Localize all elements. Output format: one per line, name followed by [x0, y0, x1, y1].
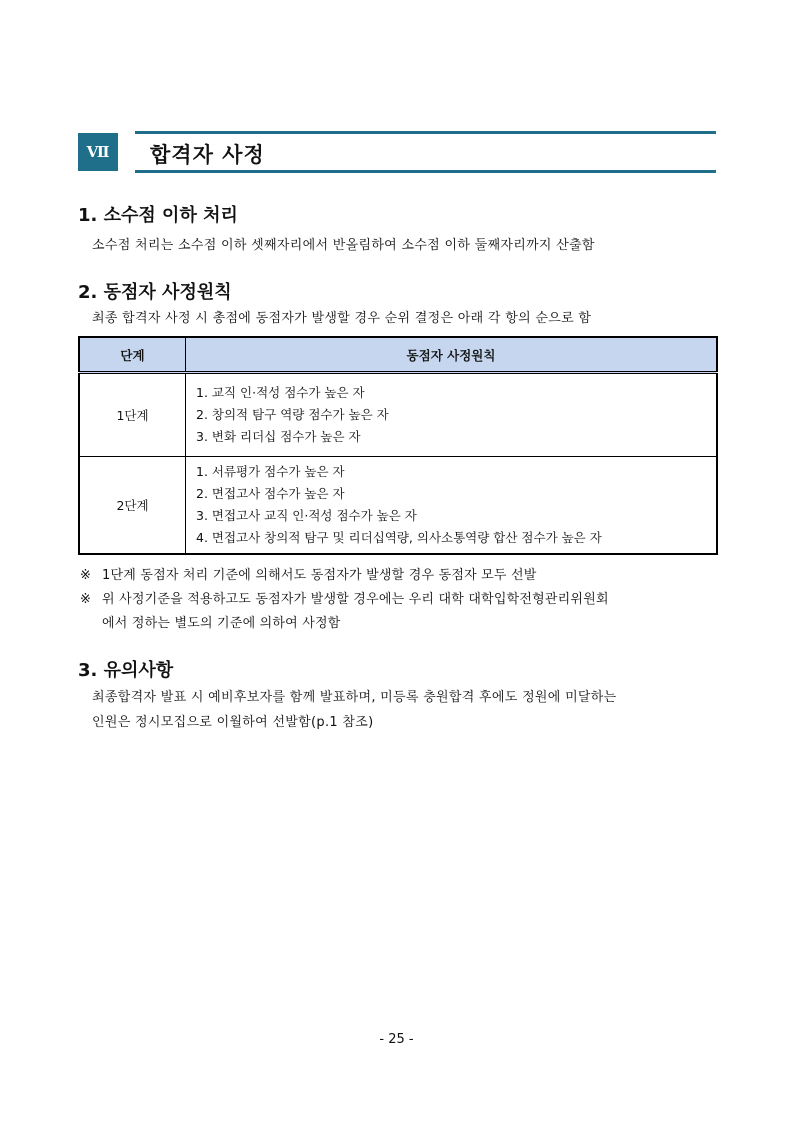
chapter-bottom-rule [135, 170, 716, 173]
chapter-header [78, 131, 716, 173]
section-text-notice-1: 최종합격자 발표 시 예비후보자를 함께 발표하며, 미등록 충원합격 후에도 정원에 미달하는 [92, 690, 617, 705]
section-text-tie: 최종 합격자 사정 시 총점에 동점자가 발생할 경우 순위 결정은 아래 각 항의 순으로 함 [92, 311, 592, 326]
stage-cell: 2단계 [79, 457, 186, 555]
rule-item: 3. 변화 리더십 점수가 높은 자 [196, 429, 361, 444]
rule-item: 2. 창의적 탐구 역량 점수가 높은 자 [196, 407, 389, 422]
chapter-number-badge: Ⅶ [78, 133, 118, 171]
rule-cell [186, 373, 718, 457]
section-title-notice: 3. 유의사항 [78, 660, 174, 681]
chapter-title: 합격자 사정 [150, 143, 265, 167]
rule-item: 1. 서류평가 점수가 높은 자 [196, 464, 345, 479]
note-text: 1단계 동점자 처리 기준에 의해서도 동점자가 발생할 경우 동점자 모두 선발 [102, 568, 537, 583]
note-1 [80, 564, 537, 583]
reference-mark-icon: ※ [80, 592, 92, 607]
header-stage: 단계 [79, 337, 186, 373]
rule-item: 2. 면접고사 점수가 높은 자 [196, 486, 345, 501]
section-text-notice-2: 인원은 정시모집으로 이월하여 선발함(p.1 참조) [92, 715, 374, 730]
reference-mark-icon: ※ [80, 568, 92, 583]
note-2 [80, 588, 609, 607]
stage-cell: 1단계 [79, 373, 186, 457]
tie-rules-table [78, 336, 718, 555]
table-row [79, 373, 717, 457]
note-2-continued: 에서 정하는 별도의 기준에 의하여 사정함 [102, 616, 341, 631]
note-text: 위 사정기준을 적용하고도 동점자가 발생할 경우에는 우리 대학 대학입학전형관리위원회 [102, 592, 609, 607]
header-rule: 동점자 사정원칙 [186, 337, 718, 373]
rule-item: 4. 면접고사 창의적 탐구 및 리더십역량, 의사소통역량 합산 점수가 높은 자 [196, 530, 602, 545]
section-text-decimal: 소수점 처리는 소수점 이하 셋째자리에서 반올림하여 소수점 이하 둘째자리까지 산출함 [92, 238, 595, 253]
table-header-row [79, 337, 717, 373]
rule-item: 3. 면접고사 교직 인·적성 점수가 높은 자 [196, 508, 417, 523]
chapter-top-rule [135, 131, 716, 134]
page-number: - 25 - [379, 1032, 414, 1047]
table-row [79, 457, 717, 555]
rule-cell [186, 457, 718, 555]
rule-item: 1. 교직 인·적성 점수가 높은 자 [196, 385, 365, 400]
section-title-tie: 2. 동점자 사정원칙 [78, 282, 232, 303]
section-title-decimal: 1. 소수점 이하 처리 [78, 205, 238, 226]
